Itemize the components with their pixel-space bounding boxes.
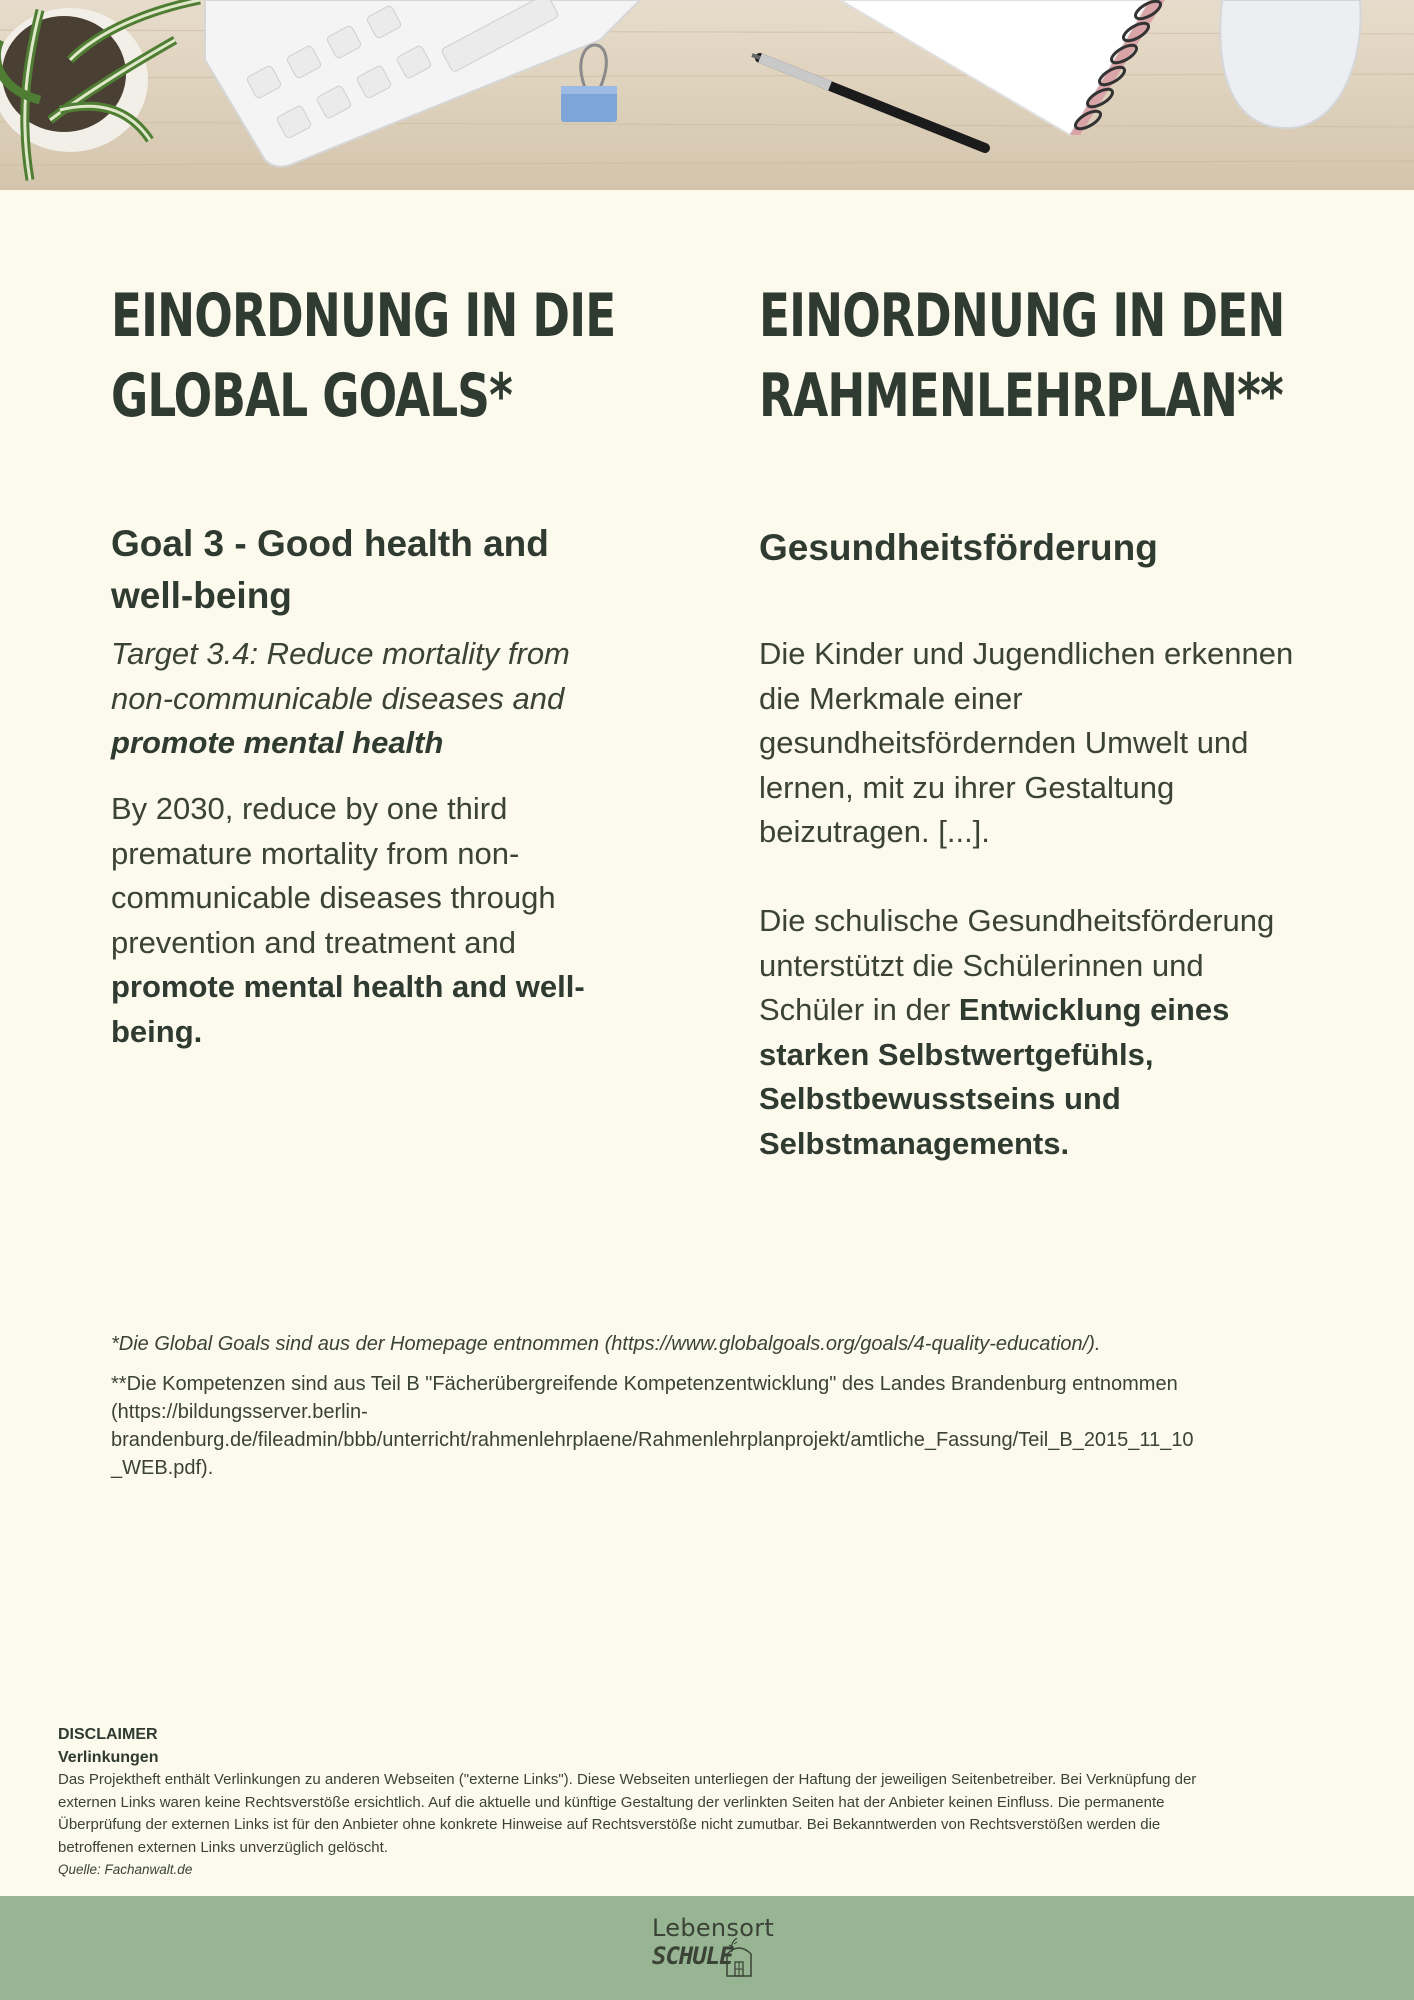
desk-illustration (0, 0, 1414, 190)
disclaimer-source: Quelle: Fachanwalt.de (58, 1862, 193, 1877)
footnote-link-line: (https://bildungsserver.berlin- (111, 1401, 368, 1423)
disclaimer-subtitle: Verlinkungen (58, 1748, 159, 1766)
logo-text-bottom: SCHULE (652, 1942, 733, 1970)
header-desk-photo (0, 0, 1414, 190)
footnotes (111, 1330, 1311, 1482)
title-line: EINORDNUNG IN DIE (111, 281, 616, 351)
logo-text-top: Lebensort (652, 1914, 775, 1942)
school-house-icon (724, 1938, 754, 1978)
paragraph-line: Die Kinder und Jugendlichen erkennen (759, 636, 1294, 671)
disclaimer-line: externen Links waren keine Rechtsverstöße ersichtlich. Auf die aktuelle und künftige Gestaltung der verlinkten Seiten hat der Anbieter keinen Einfluss. Die permanente (58, 1793, 1165, 1811)
rahmenlehrplan-title (759, 276, 1285, 436)
description-emphasis: being. (111, 1013, 203, 1049)
title-line: RAHMENLEHRPLAN** (759, 361, 1283, 431)
paragraph-line: gesundheitsfördernden Umwelt und (759, 725, 1249, 760)
goal-heading-line: Goal 3 - Good health and (111, 523, 549, 564)
goal-heading (111, 518, 549, 622)
mouse-image (1220, 0, 1360, 128)
rahmenlehrplan-column (759, 276, 1329, 1161)
global-goals-title (111, 276, 616, 436)
disclaimer-title: DISCLAIMER (58, 1726, 158, 1743)
disclaimer-line: Überprüfung der externen Links ist für den Anbieter ohne konkrete Hinweise auf Rechtsverstöße nicht zumutbar. Bei Bekanntwerden von Rechtsverstößen werden die (58, 1816, 1161, 1833)
paragraph-line: lernen, mit zu ihrer Gestaltung (759, 769, 1175, 805)
global-goals-column (111, 276, 651, 1049)
paragraph-line: Die schulische Gesundheitsförderung (759, 903, 1275, 938)
title-line: EINORDNUNG IN DEN (759, 281, 1285, 351)
footnote-link-line: brandenburg.de/fileadmin/bbb/unterricht/rahmenlehrplaene/Rahmenlehrplanprojekt/amtliche_Fassung/Teil_B_2015_11_10 (111, 1429, 1194, 1451)
plant-image (0, 0, 200, 180)
target-line: Target 3.4: Reduce mortality from (111, 636, 570, 671)
pen-image (752, 55, 985, 148)
description-emphasis: promote mental health and well- (111, 969, 585, 1004)
competence-heading (759, 522, 1158, 574)
binder-clip-image (561, 45, 617, 122)
footnote-rahmenlehrplan (111, 1370, 1311, 1482)
disclaimer-line: Das Projektheft enthält Verlinkungen zu anderen Webseiten ("externe Links"). Diese Webseiten unterliegen der Haftung der jeweiligen Seitenbetreiber. Bei Verknüpfung der (58, 1771, 1197, 1788)
description-line: premature mortality from non- (111, 835, 520, 871)
description-line: prevention and treatment and (111, 924, 516, 960)
paragraph-line: die Merkmale einer (759, 680, 1023, 716)
paragraph-line: beizutragen. [...]. (759, 814, 990, 849)
paragraph-line: unterstützt die Schülerinnen und (759, 947, 1204, 983)
competence-heading-text: Gesundheitsförderung (759, 527, 1158, 568)
competence-paragraph-2 (759, 899, 1274, 1166)
paragraph-emphasis: Selbstbewusstseins und (759, 1081, 1121, 1116)
target-emphasis: promote mental health (111, 725, 444, 760)
goal-heading-line: well-being (111, 575, 292, 616)
footnote-global-goals: *Die Global Goals sind aus der Homepage entnommen (https://www.globalgoals.org/goals/4-quality-education/). (111, 1333, 1101, 1355)
disclaimer (58, 1724, 1358, 1882)
paragraph-emphasis: Selbstmanagements. (759, 1125, 1070, 1161)
footer-bar (0, 1896, 1414, 2000)
lebensort-schule-logo (648, 1914, 775, 1990)
goal-description (111, 787, 585, 1054)
keyboard-image (205, 0, 640, 167)
target-line: non-communicable diseases and (111, 680, 565, 716)
description-line: communicable diseases through (111, 880, 556, 915)
footnote-line: **Die Kompetenzen sind aus Teil B "Fächerübergreifende Kompetenzentwicklung" des Landes Brandenburg entnommen (111, 1373, 1178, 1395)
competence-paragraph-1 (759, 632, 1293, 855)
target-text (111, 632, 570, 766)
paragraph-emphasis: starken Selbstwertgefühls, (759, 1036, 1154, 1072)
footnote-link-line: _WEB.pdf). (111, 1457, 214, 1479)
paragraph-line (759, 988, 1274, 1033)
disclaimer-line: betroffenen externen Links unverzüglich gelöscht. (58, 1838, 388, 1856)
title-line: GLOBAL GOALS* (111, 361, 512, 431)
paragraph-emphasis: Entwicklung eines (958, 992, 1230, 1027)
paragraph-fragment: Schüler in der (759, 992, 959, 1027)
description-line: By 2030, reduce by one third (111, 791, 508, 826)
